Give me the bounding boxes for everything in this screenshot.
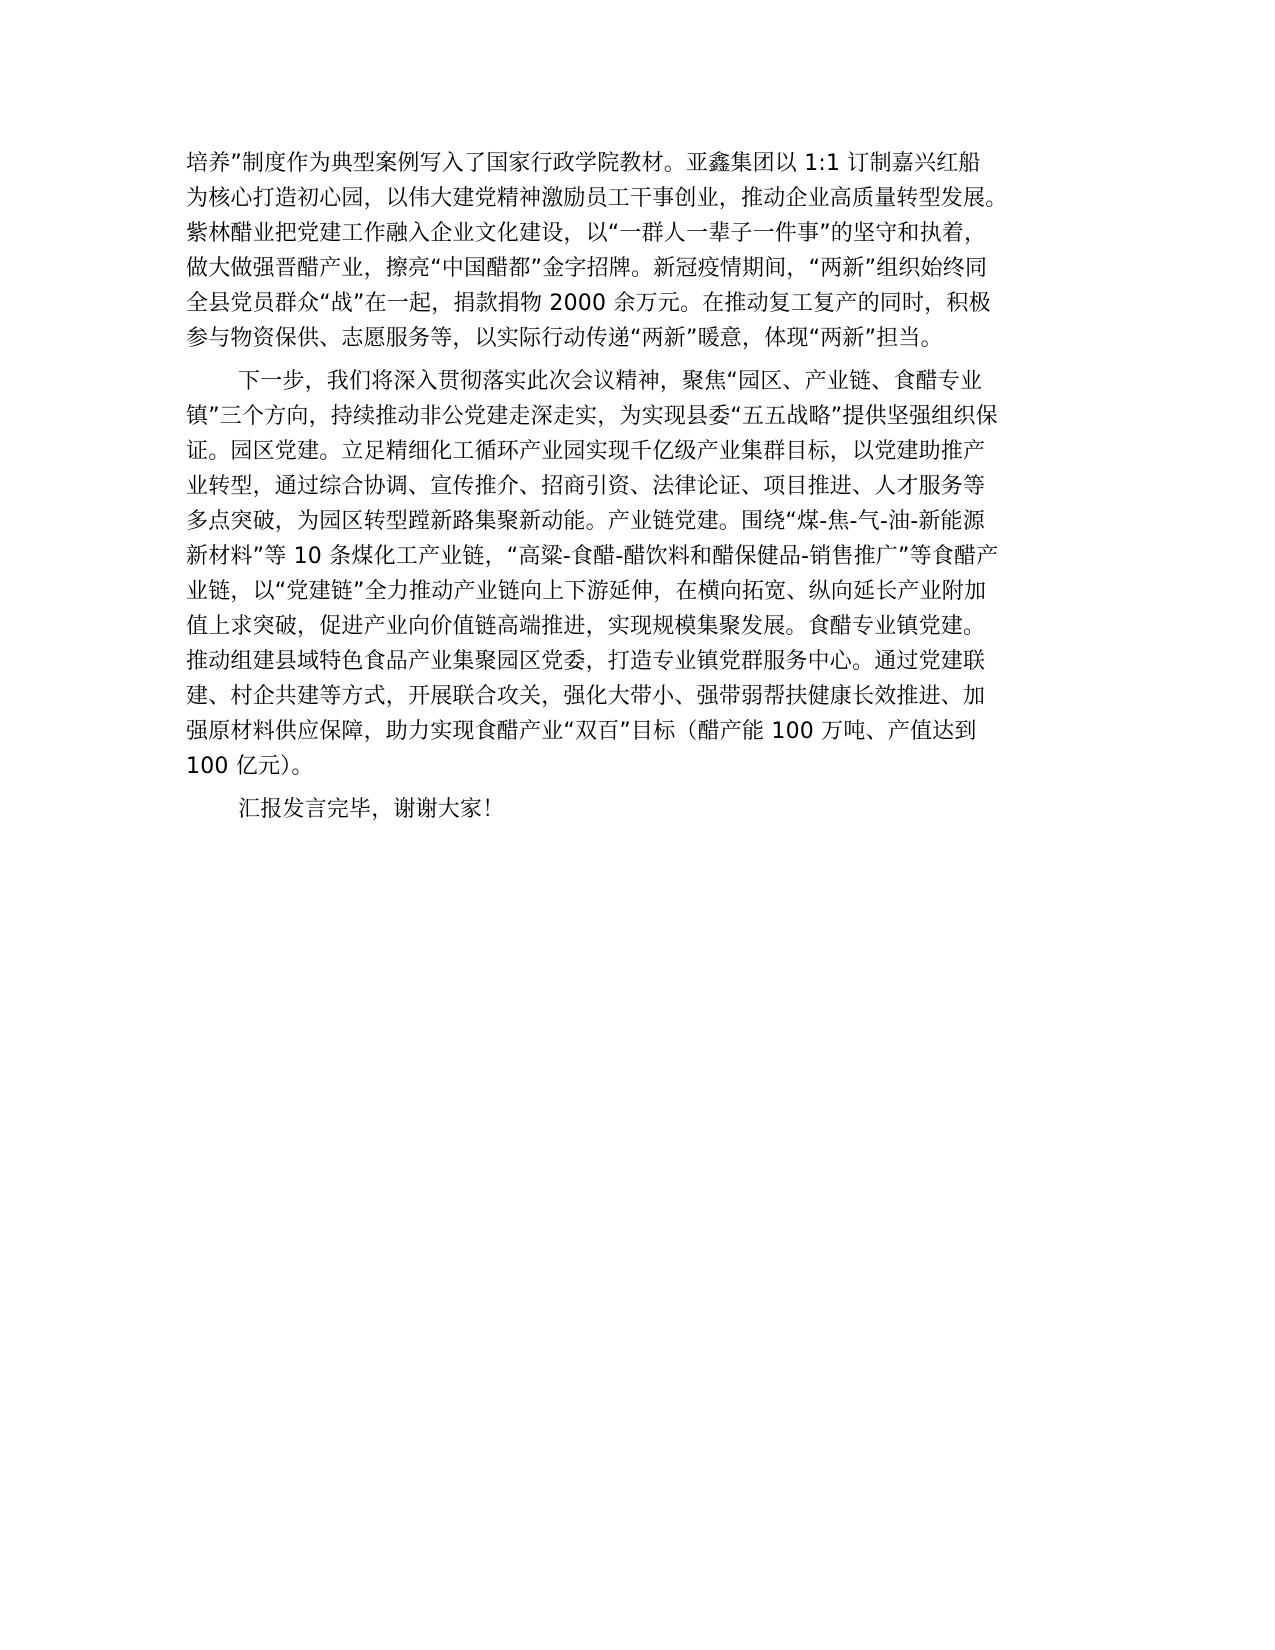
- text-line: 全县党员群众“战”在一起，捐款捐物 2000 余万元。在推动复工复产的同时，积极: [186, 291, 991, 316]
- text-line: 强原材料供应保障，助力实现食醋产业“双百”目标（醋产能 100 万吨、产值达到: [186, 719, 977, 744]
- text-line: 镇”三个方向，持续推动非公党建走深走实，为实现县委“五五战略”提供坚强组织保: [186, 404, 998, 429]
- text-line: 推动组建县域特色食品产业集聚园区党委，打造专业镇党群服务中心。通过党建联: [186, 649, 986, 674]
- text-line: 做大做强晋醋产业，擦亮“中国醋都”金字招牌。新冠疫情期间，“两新”组织始终同: [186, 256, 988, 281]
- text-line: 为核心打造初心园，以伟大建党精神激励员工干事创业，推动企业高质量转型发展。: [186, 186, 1008, 211]
- paragraph-3: [186, 792, 1096, 827]
- closing-line: 汇报发言完毕，谢谢大家！: [238, 797, 505, 822]
- text-line: 新材料”等 10 条煤化工产业链，“高粱-食醋-醋饮料和醋保健品-销售推广”等食醋产: [186, 544, 999, 569]
- text-line: 培养”制度作为典型案例写入了国家行政学院教材。亚鑫集团以 1:1 订制嘉兴红船: [186, 151, 981, 176]
- text-line: 值上求突破，促进产业向价值链高端推进，实现规模集聚发展。食醋专业镇党建。: [186, 614, 986, 639]
- document-body: [186, 146, 1096, 827]
- text-line: 紫林醋业把党建工作融入企业文化建设，以“一群人一辈子一件事”的坚守和执着，: [186, 221, 987, 246]
- paragraph-2: [186, 364, 1096, 784]
- text-line: 100 亿元）。: [186, 754, 314, 779]
- paragraph-spacer: [186, 784, 1096, 792]
- text-line: 下一步，我们将深入贯彻落实此次会议精神，聚焦“园区、产业链、食醋专业: [238, 369, 983, 394]
- text-line: 多点突破，为园区转型蹚新路集聚新动能。产业链党建。围绕“煤-焦-气-油-新能源: [186, 509, 985, 534]
- text-line: 业转型，通过综合协调、宣传推介、招商引资、法律论证、项目推进、人才服务等: [186, 474, 986, 499]
- text-line: 参与物资保供、志愿服务等，以实际行动传递“两新”暖意，体现“两新”担当。: [186, 326, 943, 351]
- text-line: 业链，以“党建链”全力推动产业链向上下游延伸，在横向拓宽、纵向延长产业附加: [186, 579, 987, 604]
- text-line: 建、村企共建等方式，开展联合攻关，强化大带小、强带弱帮扶健康长效推进、加: [186, 684, 986, 709]
- text-line: 证。园区党建。立足精细化工循环产业园实现千亿级产业集群目标，以党建助推产: [186, 439, 986, 464]
- paragraph-spacer: [186, 356, 1096, 364]
- paragraph-1: [186, 146, 1096, 356]
